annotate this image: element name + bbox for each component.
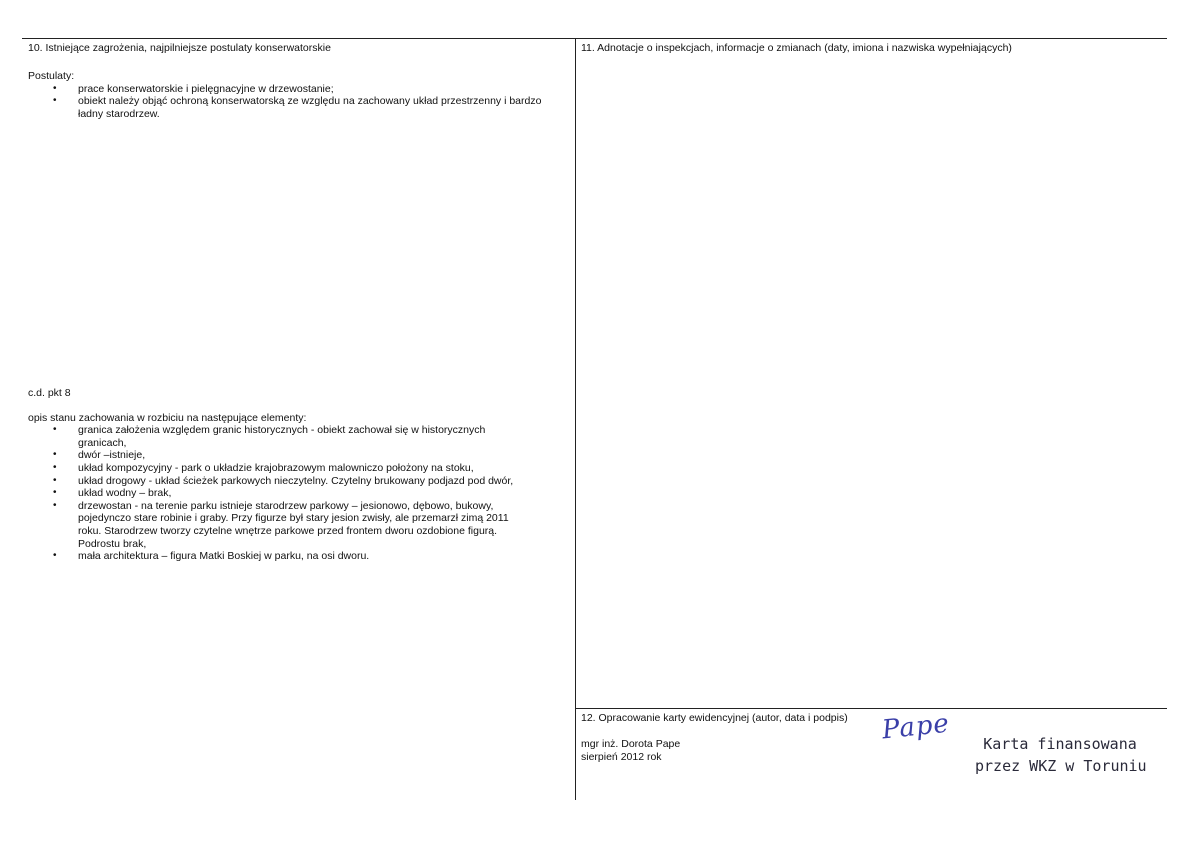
postulaty-label: Postulaty: xyxy=(28,70,75,82)
list-item: • prace konserwatorskie i pielęgnacyjne w drzewostanie; xyxy=(28,83,558,96)
opis-intro: opis stanu zachowania w rozbiciu na następujące elementy: xyxy=(28,411,307,424)
section-10-title: 10. Istniejące zagrożenia, najpilniejsze postulaty konserwatorskie xyxy=(28,42,331,54)
opis-block xyxy=(28,387,563,563)
list-item: • układ kompozycyjny - park o układzie krajobrazowym malowniczo położony na stoku, xyxy=(28,462,533,475)
list-item: • obiekt należy objąć ochroną konserwatorską ze względu na zachowany układ przestrzenny i bardzo ładny starodrzew. xyxy=(28,95,558,120)
funding-stamp xyxy=(975,733,1145,777)
author-block xyxy=(581,738,781,763)
list-item: • drzewostan - na terenie parku istnieje starodrzew parkowy – jesionowo, dębowo, bukowy, pojedynczo stare robinie i graby. Przy figurze był stary jesion zwisły, ale przemarzł zimą 2011 roku. Starodrzew tworzy czytelne wnętrze parkowe przed frontem dworu ozdobione figurą. Podrostu brak, xyxy=(28,500,533,550)
stamp-line-1: Karta finansowana xyxy=(983,735,1137,753)
stamp-line-2: przez WKZ w Toruniu xyxy=(975,757,1147,775)
author-date: sierpień 2012 rok xyxy=(581,750,662,763)
handwritten-signature: Pape xyxy=(880,708,952,746)
continuation-label: c.d. pkt 8 xyxy=(28,387,71,399)
list-item: • dwór –istnieje, xyxy=(28,449,533,462)
section-11-title: 11. Adnotacje o inspekcjach, informacje o zmianach (daty, imiona i nazwiska wypełniających) xyxy=(581,42,1012,54)
top-rule xyxy=(22,38,1167,39)
opis-list xyxy=(28,424,533,563)
list-item: • układ drogowy - układ ścieżek parkowych nieczytelny. Czytelny brukowany podjazd pod dwór, xyxy=(28,475,533,488)
list-item: • granica założenia względem granic historycznych - obiekt zachował się w historycznych granicach, xyxy=(28,424,533,449)
section-12-title: 12. Opracowanie karty ewidencyjnej (autor, data i podpis) xyxy=(581,712,848,724)
postulaty-block xyxy=(28,70,558,120)
postulaty-list xyxy=(28,83,558,121)
list-item: • mała architektura – figura Matki Boskiej w parku, na osi dworu. xyxy=(28,550,533,563)
author-name: mgr inż. Dorota Pape xyxy=(581,738,681,750)
column-divider xyxy=(575,38,576,800)
section-12-rule xyxy=(575,708,1167,709)
list-item: • układ wodny – brak, xyxy=(28,487,533,500)
